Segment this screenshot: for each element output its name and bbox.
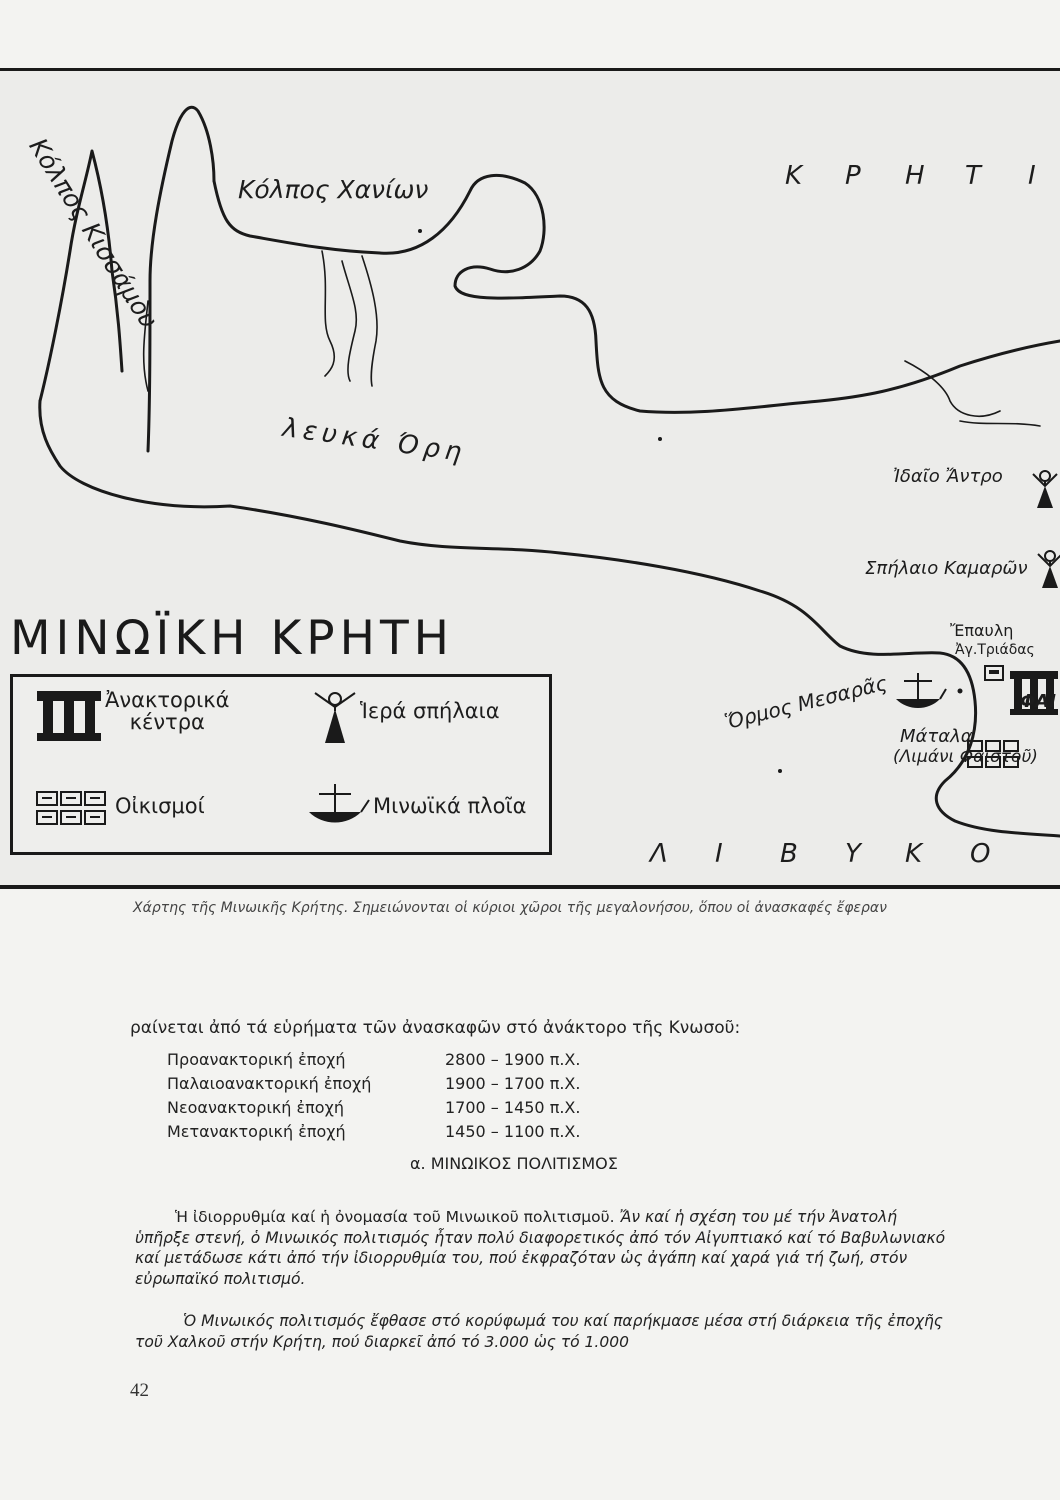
palace-icon xyxy=(37,691,101,741)
intro-line: ραίνεται ἀπό τά εὑρήματα τῶν ἀνασκαφῶν στό ἀνάκτορο τῆς Κνωσοῦ: xyxy=(130,1018,741,1038)
legend-caves-label: Ἱερά σπήλαια xyxy=(360,699,500,723)
map-legend xyxy=(10,674,552,855)
period-name: Νεοανακτορική ἐποχή xyxy=(167,1097,344,1117)
label-kolpos-kissamou: Κόλπος Κισσάμου xyxy=(23,133,164,334)
period-name: Παλαιοανακτορική ἐποχή xyxy=(167,1073,372,1093)
periods-table xyxy=(167,1047,645,1143)
label-lefka-ori: λευκά Όρη xyxy=(280,413,469,469)
settlement-icon xyxy=(985,666,1003,680)
river-east-2 xyxy=(960,421,1040,426)
map-dot xyxy=(658,437,662,441)
ship-icon xyxy=(309,784,369,823)
label-livyko-i: Ι xyxy=(715,839,723,869)
label-kolpos-chanion: Κόλπος Χανίων xyxy=(238,175,429,204)
label-kriti-i2: Ι xyxy=(1028,161,1036,191)
label-matala: Μάταλα xyxy=(900,726,973,747)
settlement-icon xyxy=(37,792,105,824)
cave-icon xyxy=(315,693,355,743)
period-range: 2800 – 1900 π.Χ. xyxy=(445,1049,581,1069)
paragraph-1-rest: Ἄν καί ἡ σχέση του μέ τήν Ἀνατολή ὑπῆρξε στενή, ὁ Μινωικός πολιτισμός ἦταν πολύ διαφορετικός ἀπό τόν Αἰγυπτιακό καί τό Βαβυλωνιακό καί μετάδωσε κάτι ἀπό τήν ἰδιορρυθμία του, πού ἐκφραζόταν ὡς ἀγάπη καί χαρά γιά τή ζωή, στόν εὐρωπαϊκό πολιτισμό. xyxy=(135,1208,946,1288)
legend-settlements-label: Οἰκισμοί xyxy=(115,794,205,818)
river-2 xyxy=(342,261,356,381)
period-range: 1900 – 1700 π.Χ. xyxy=(445,1073,581,1093)
map-dot xyxy=(958,689,963,694)
label-fai: ΦΑΙ xyxy=(1020,691,1056,712)
label-limani-faistou: (Λιμάνι Φαιστοῦ) xyxy=(893,747,1038,767)
label-livyko-l: Λ xyxy=(650,839,668,869)
period-name: Προανακτορική ἐποχή xyxy=(167,1049,346,1069)
label-kriti-t: Τ xyxy=(965,161,981,191)
label-livyko-y: Υ xyxy=(845,839,861,869)
map-figure xyxy=(0,68,1060,889)
label-kriti-k: Κ xyxy=(785,161,803,191)
label-ormos-mesaras: Ὅρμος Μεσαρᾶς xyxy=(722,670,890,735)
label-ag-triadas: Ἀγ.Τριάδας xyxy=(955,642,1035,658)
cave-icon xyxy=(1033,471,1057,508)
coastline-chania-gulf xyxy=(214,175,1060,412)
label-idaio-antro: Ἰδαῖο Ἄντρο xyxy=(893,466,1003,487)
paragraph-1-lead: Ἡ ἰδιορρυθμία καί ἡ ὀνομασία τοῦ Μινωικοῦ πολιτισμοῦ. xyxy=(175,1208,615,1226)
label-livyko-v: Β xyxy=(780,839,798,869)
period-row xyxy=(167,1071,645,1095)
label-livyko-o: Ο xyxy=(970,839,991,869)
ship-icon xyxy=(896,673,946,708)
period-row xyxy=(167,1119,645,1143)
label-kriti-r: Ρ xyxy=(845,161,861,191)
period-range: 1450 – 1100 π.Χ. xyxy=(445,1121,581,1141)
legend-palaces-label: Ἀνακτορικά κέντρα xyxy=(105,688,230,734)
period-range: 1700 – 1450 π.Χ. xyxy=(445,1097,581,1117)
paragraph-2 xyxy=(135,1311,950,1352)
river-1 xyxy=(322,251,334,376)
map-dot xyxy=(778,769,782,773)
map-title: ΜΙΝΩΪΚΗ ΚΡΗΤΗ xyxy=(10,611,455,666)
period-row xyxy=(167,1047,645,1071)
page-number: 42 xyxy=(130,1380,149,1401)
label-spilaio-kamaron: Σπήλαιο Καμαρῶν xyxy=(865,558,1028,579)
river-3 xyxy=(362,256,377,386)
section-heading: α. ΜΙΝΩΙΚΟΣ ΠΟΛΙΤΙΣΜΟΣ xyxy=(410,1154,618,1173)
label-kriti-i: Η xyxy=(905,161,925,191)
paragraph-1 xyxy=(135,1207,950,1289)
legend-ships-label: Μινωϊκά πλοῖα xyxy=(373,794,527,818)
coastline-kissamos-gulf xyxy=(148,107,214,451)
period-name: Μετανακτορική ἐποχή xyxy=(167,1121,346,1141)
paragraph-2-text: Ὁ Μινωικός πολιτισμός ἔφθασε στό κορύφωμά του καί παρήκμασε μέσα στή διάρκεια τῆς ἐποχῆς τοῦ Χαλκοῦ στήν Κρήτη, πού διαρκεῖ ἀπό τό 3.000 ὡς τό 1.000 xyxy=(135,1312,943,1351)
label-livyko-k: Κ xyxy=(905,839,923,869)
label-epavli: Ἔπαυλη xyxy=(950,621,1014,640)
map-caption: Χάρτης τῆς Μινωικῆς Κρήτης. Σημειώνονται οἱ κύριοι χῶροι τῆς μεγαλονήσου, ὅπου οἱ ἀνασκαφές ἔφεραν xyxy=(133,900,887,916)
period-row xyxy=(167,1095,645,1119)
map-dot xyxy=(418,229,422,233)
cave-icon xyxy=(1038,551,1060,588)
